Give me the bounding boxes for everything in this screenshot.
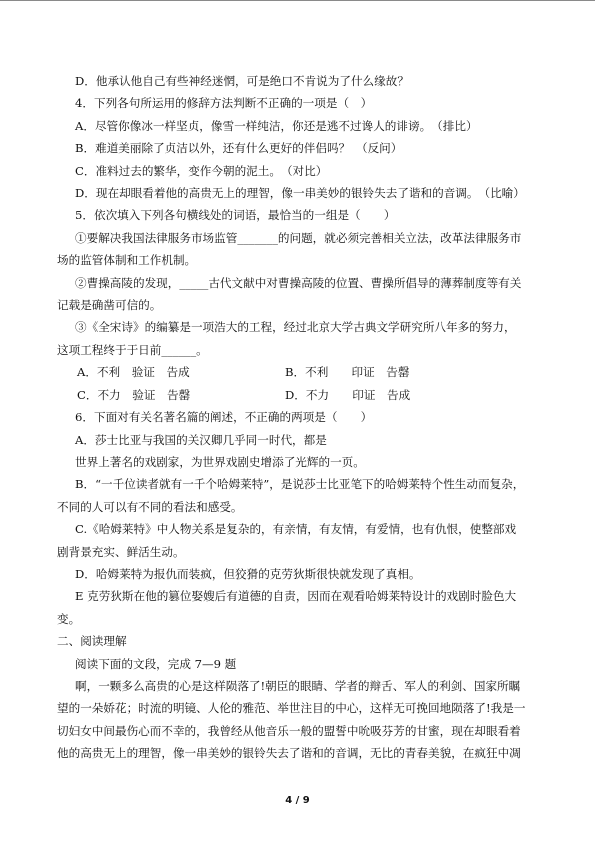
document-body	[55, 70, 550, 765]
page-number: 4 / 9	[285, 795, 310, 806]
option-line: 变。	[57, 611, 81, 626]
option-line: D．现在却眼看着他的高贵无上的理智，像一串美妙的银铃失去了谐和的音调。 （比喻）	[75, 186, 525, 201]
option-d: D．不力 印证 告成	[285, 387, 411, 402]
option-line: A．莎士比亚与我国的关汉卿几乎同一时代，都是	[75, 432, 327, 447]
passage-line: 他的高贵无上的理智，像一串美妙的银铃失去了谐和的音调，无比的青春美貌，在疯狂中凋	[57, 746, 521, 761]
sentence-line: 这项工程终于于日前______。	[57, 342, 208, 357]
option-line: D．哈姆莱特为报仇而装疯，但狡猾的克劳狄斯很快就发现了真相。	[75, 566, 421, 581]
option-line: A．尽管你像冰一样坚贞，像雪一样纯洁，你还是逃不过谗人的诽谤。 （排比）	[75, 118, 478, 133]
question-4: 4．下列各句所运用的修辞方法判断不正确的一项是（ ）	[75, 96, 373, 111]
option-line: E 克劳狄斯在他的篡位娶嫂后有道德的自责，因而在观看哈姆莱特设计的戏剧时脸色大	[75, 589, 517, 604]
option-line: D．他承认他自己有些神经迷惘，可是绝口不肯说为了什么缘故？	[75, 74, 409, 88]
section-heading: 二、阅读理解	[57, 634, 127, 649]
question-6: 6．下面对有关名著名篇的阐述，不正确的两项是（ ）	[75, 410, 373, 425]
sentence-line: ①要解决我国法律服务市场监管_______的问题，就必须完善相关立法，改革法律服务市	[75, 230, 522, 245]
sentence-line: 场的监管体制和工作机制。	[57, 253, 197, 268]
option-line: 不同的人可以有不同的看法和感受。	[57, 499, 243, 514]
passage-line: 切妇女中间最伤心而不幸的，我曾经从他音乐一般的盟誓中吮吸芬芳的甘蜜，现在却眼看着	[57, 723, 521, 738]
option-c: C．不力 验证 告罄	[77, 387, 191, 402]
options-row	[55, 361, 550, 383]
sentence-line: ②曹操高陵的发现，_____古代文献中对曹操高陵的位置、曹操所倡导的薄葬制度等有关	[75, 275, 522, 290]
option-line: 世界上著名的戏剧家，为世界戏剧史增添了光辉的一页。	[75, 454, 365, 469]
reading-instruction: 阅读下面的文段，完成 7—9 题	[75, 656, 237, 671]
option-b: B．不利 印证 告罄	[285, 365, 410, 380]
options-row	[55, 384, 550, 406]
option-line: B．难道美丽除了贞洁以外，还有什么更好的伴侣吗？ （反问）	[75, 141, 403, 156]
option-line: C.《哈姆莱特》中人物关系是复杂的，有亲情，有友情，有爱情，也有仇恨，使整部戏	[75, 522, 517, 537]
sentence-line: ③《全宋诗》的编纂是一项浩大的工程，经过北京大学古典文学研究所八年多的努力，	[75, 320, 516, 335]
option-line: 剧背景充实、鲜活生动。	[57, 544, 185, 559]
passage-line: 望的一朵娇花；时流的明镜、人伦的雅范、举世注目的中心，这样无可挽回地陨落了!我是一	[57, 701, 526, 716]
question-5: 5．依次填入下列各句横线处的词语，最恰当的一组是（ ）	[75, 208, 396, 223]
option-line: C．准料过去的繁华，变作今朝的泥土。 （对比）	[75, 163, 328, 178]
sentence-line: 记载是确凿可信的。	[57, 298, 162, 313]
option-a: A．不利 验证 告成	[77, 365, 190, 380]
passage-line: 啊，一颗多么高贵的心是这样陨落了!朝臣的眼睛、学者的辩舌、军人的利剑、国家所瞩	[75, 678, 521, 693]
top-border-line	[0, 0, 595, 1]
option-line: B．“一千位读者就有一千个哈姆莱特”，是说莎士比亚笔下的哈姆莱特个性生动而复杂，	[75, 477, 525, 492]
